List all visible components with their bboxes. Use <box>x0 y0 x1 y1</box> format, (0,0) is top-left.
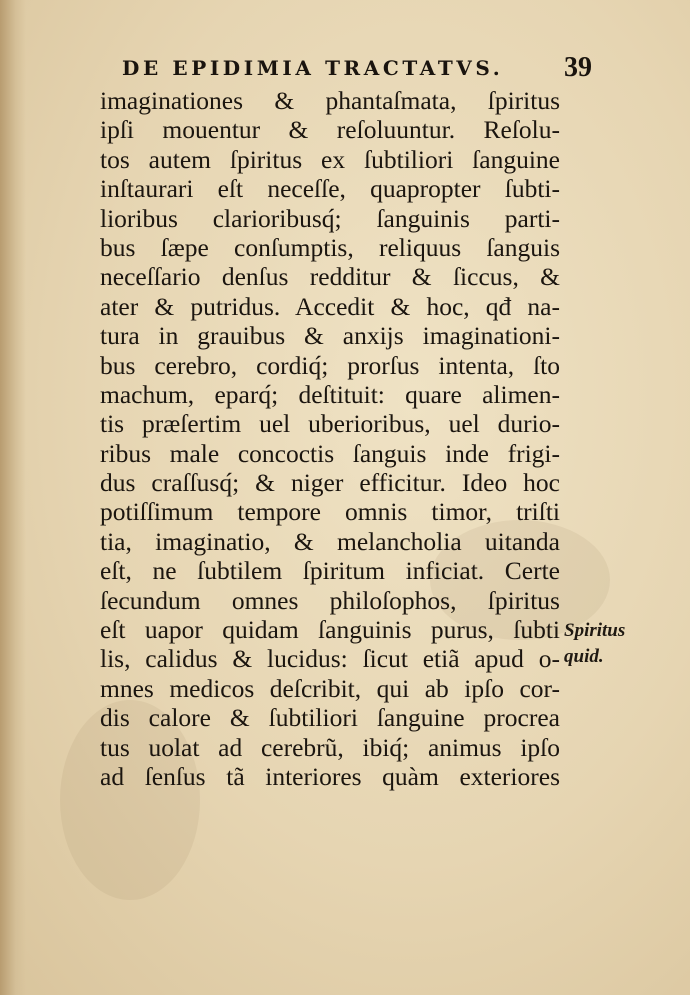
page-header <box>122 52 592 86</box>
text-line: ſecundum omnes philoſophos, ſpiritus <box>100 585 560 615</box>
text-line: tura in grauibus & anxijs imaginationi- <box>100 321 560 351</box>
text-line: dus craſſusq́; & niger efficitur. Ideo hoc <box>100 468 560 498</box>
text-line: dis calore & ſubtiliori ſanguine procrea <box>100 703 560 733</box>
marginal-note-line: quid. <box>564 646 604 667</box>
page-number: 39 <box>564 52 592 83</box>
text-line: bus ſæpe conſumptis, reliquus ſanguis <box>100 232 560 262</box>
text-line: lis, calidus & lucidus: ſicut etiã apud o- <box>100 644 560 674</box>
text-line: mnes medicos deſcribit, qui ab ipſo cor- <box>100 673 560 703</box>
text-line: lioribus clarioribusq́; ſanguinis parti- <box>100 203 560 233</box>
text-line: eſt, ne ſubtilem ſpiritum inficiat. Certe <box>100 556 560 586</box>
text-line: ater & putridus. Accedit & hoc, qđ na- <box>100 291 560 321</box>
text-line: ad ſenſus tã interiores quàm exteriores <box>100 761 560 791</box>
text-line: inſtaurari eſt neceſſe, quapropter ſubti- <box>100 174 560 204</box>
running-title: DE EPIDIMIA TRACTATVS. <box>122 56 504 80</box>
text-line: tis præſertim uel uberioribus, uel durio- <box>100 409 560 439</box>
text-line: eſt uapor quidam ſanguinis purus, ſubti <box>100 615 560 645</box>
page-gutter-shadow <box>0 0 26 995</box>
text-line: potiſſimum tempore omnis timor, triſti <box>100 497 560 527</box>
text-line: ribus male concoctis ſanguis inde frigi- <box>100 438 560 468</box>
marginal-note <box>564 618 674 670</box>
body-text <box>100 86 560 791</box>
text-line: neceſſario denſus redditur & ſiccus, & <box>100 262 560 292</box>
text-line: bus cerebro, cordiq́; prorſus intenta, ſto <box>100 350 560 380</box>
text-line: ipſi mouentur & reſoluuntur. Reſolu- <box>100 115 560 145</box>
marginal-note-line: Spiritus <box>564 620 626 641</box>
text-line: imaginationes & phantaſmata, ſpiritus <box>100 86 560 115</box>
text-line: tus uolat ad cerebrũ, ibiq́; animus ipſo <box>100 732 560 762</box>
text-line: machum, eparq́; deſtituit: quare alimen- <box>100 379 560 409</box>
text-line: tia, imaginatio, & melancholia uitanda <box>100 526 560 556</box>
text-line: tos autem ſpiritus ex ſubtiliori ſanguine <box>100 144 560 174</box>
